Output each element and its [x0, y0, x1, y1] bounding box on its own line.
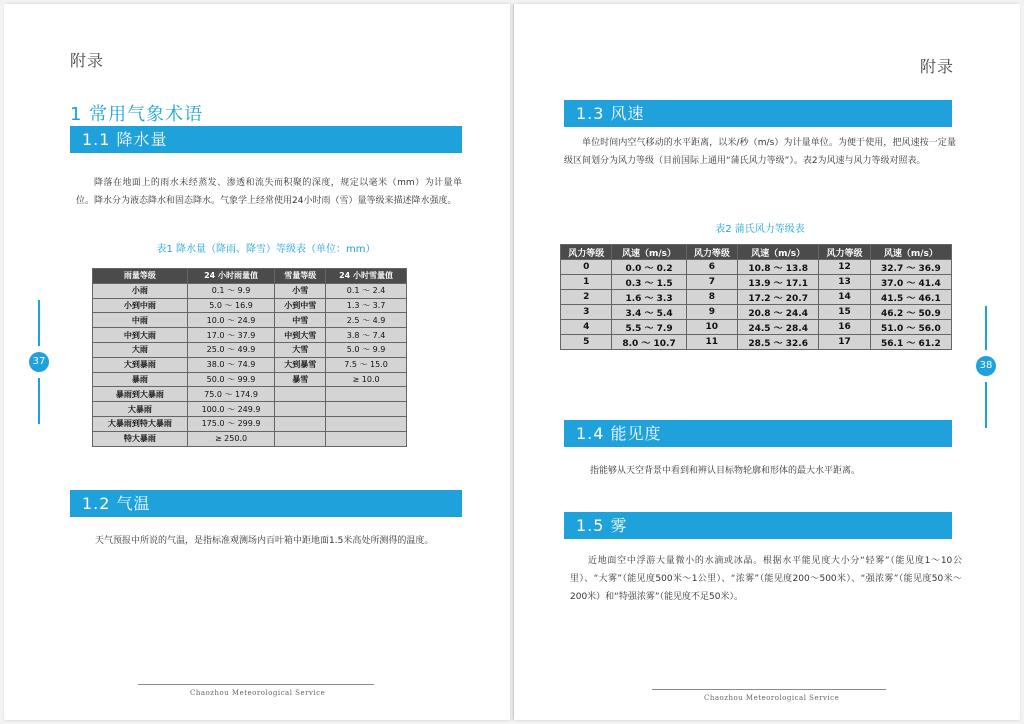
table-cell: 0.3 ～ 1.5: [612, 275, 686, 290]
table-header: 24 小时雪量值: [326, 269, 407, 284]
table-cell: 9: [686, 305, 737, 320]
table-cell: 100.0 ～ 249.9: [187, 402, 275, 417]
table-row: [561, 335, 952, 350]
table-row: [93, 357, 407, 372]
table-row: [93, 298, 407, 313]
table-cell: 20.8 ～ 24.4: [738, 305, 819, 320]
section-bar-visibility: 1.4 能见度: [564, 420, 952, 447]
table-cell: 7.5 ～ 15.0: [326, 357, 407, 372]
table-cell: 38.0 ～ 74.9: [187, 357, 275, 372]
table-cell: 大雨: [93, 342, 188, 357]
table-cell: 暴雪: [275, 372, 326, 387]
table-cell: 75.0 ～ 174.9: [187, 387, 275, 402]
table-cell: 17: [819, 335, 870, 350]
table-header: 风速（m/s）: [870, 245, 951, 260]
section-bar-temperature: 1.2 气温: [70, 490, 462, 517]
table-cell: 5.0 ～ 9.9: [326, 342, 407, 357]
table-cell: 小雨: [93, 283, 188, 298]
table-cell: 3.8 ～ 7.4: [326, 328, 407, 343]
table-cell: 中雪: [275, 313, 326, 328]
table2-caption: 表2 蒲氏风力等级表: [715, 224, 805, 235]
table-cell: 中到大雨: [93, 328, 188, 343]
visibility-paragraph: 指能够从天空背景中看到和辨认目标物轮廓和形体的最大水平距离。: [590, 466, 861, 476]
table-cell: [275, 402, 326, 417]
table-row: [93, 431, 407, 446]
table-cell: 12: [819, 260, 870, 275]
table-header: 雨量等级: [93, 269, 188, 284]
table-row: [561, 305, 952, 320]
table-cell: 50.0 ～ 99.9: [187, 372, 275, 387]
table-cell: 0.1 ～ 2.4: [326, 283, 407, 298]
table-header: 24 小时雨量值: [187, 269, 275, 284]
table-cell: 13: [819, 275, 870, 290]
table-cell: 28.5 ～ 32.6: [738, 335, 819, 350]
table-header: 风速（m/s）: [738, 245, 819, 260]
table-cell: 大到暴雨: [93, 357, 188, 372]
table-row: [93, 387, 407, 402]
table-cell: 10: [686, 320, 737, 335]
footer-rule: [652, 689, 886, 690]
footer-text: Chaozhou Meteorological Service: [190, 689, 326, 697]
table-cell: [275, 431, 326, 446]
sidebar-line-bottom: [38, 378, 40, 424]
table-cell: 24.5 ～ 28.4: [738, 320, 819, 335]
table-cell: 6: [686, 260, 737, 275]
table-cell: 中到大雪: [275, 328, 326, 343]
table-header: 风力等级: [686, 245, 737, 260]
table-cell: 大雪: [275, 342, 326, 357]
sidebar-line-top: [985, 306, 987, 350]
table-cell: 17.2 ～ 20.7: [738, 290, 819, 305]
precipitation-paragraph: 降落在地面上的雨水未经蒸发、渗透和流失而积聚的深度，规定以毫米（mm）为计量单位。降水分为液态降水和固态降水。气象学上经常使用24小时雨（雪）量等级来描述降水强度。: [76, 178, 462, 206]
table-row: [561, 320, 952, 335]
table-row: [93, 283, 407, 298]
page-38: [514, 4, 1020, 720]
table-row: [93, 372, 407, 387]
section-bar-wind-speed: 1.3 风速: [564, 100, 952, 127]
table-cell: 0.1 ～ 9.9: [187, 283, 275, 298]
table-row: [93, 402, 407, 417]
table-cell: 5.0 ～ 16.9: [187, 298, 275, 313]
beaufort-wind-table: [560, 244, 952, 350]
table-cell: 8.0 ～ 10.7: [612, 335, 686, 350]
table-cell: 3.4 ～ 5.4: [612, 305, 686, 320]
page-number-badge: 37: [29, 352, 49, 372]
table-header-row: [93, 269, 407, 284]
table-row: [93, 328, 407, 343]
page-number-badge: 38: [976, 356, 996, 376]
table-header: 风力等级: [561, 245, 612, 260]
footer-rule: [138, 684, 374, 685]
table-cell: 暴雨: [93, 372, 188, 387]
table-cell: 10.8 ～ 13.8: [738, 260, 819, 275]
table-cell: 5: [561, 335, 612, 350]
table-cell: [326, 431, 407, 446]
table-row: [93, 342, 407, 357]
wind-speed-paragraph: 单位时间内空气移动的水平距离，以米/秒（m/s）为计量单位。为便于使用，把风速按一定量级区间划分为风力等级（目前国际上通用“蒲氏风力等级”）。表2为风速与风力等级对照表。: [564, 138, 956, 166]
table-cell: 特大暴雨: [93, 431, 188, 446]
table-cell: 2: [561, 290, 612, 305]
page-header: 附录: [919, 57, 954, 76]
table-cell: 37.0 ～ 41.4: [870, 275, 951, 290]
table-cell: 10.0 ～ 24.9: [187, 313, 275, 328]
table-cell: 大暴雨: [93, 402, 188, 417]
table-cell: 小到中雨: [93, 298, 188, 313]
table-cell: 16: [819, 320, 870, 335]
table-cell: 14: [819, 290, 870, 305]
table-cell: 7: [686, 275, 737, 290]
table-cell: [275, 416, 326, 431]
section-bar-precipitation: 1.1 降水量: [70, 126, 462, 153]
precipitation-table: [92, 268, 407, 447]
table-cell: 32.7 ～ 36.9: [870, 260, 951, 275]
table-row: [561, 260, 952, 275]
table-cell: 17.0 ～ 37.9: [187, 328, 275, 343]
table-cell: 11: [686, 335, 737, 350]
table-cell: [275, 387, 326, 402]
table-cell: 51.0 ～ 56.0: [870, 320, 951, 335]
table-row: [561, 290, 952, 305]
table-cell: 中雨: [93, 313, 188, 328]
table-cell: ≥ 250.0: [187, 431, 275, 446]
table-cell: 暴雨到大暴雨: [93, 387, 188, 402]
table-cell: 大暴雨到特大暴雨: [93, 416, 188, 431]
table-cell: 小雪: [275, 283, 326, 298]
page-37: [4, 4, 510, 720]
table-cell: 25.0 ～ 49.9: [187, 342, 275, 357]
table-cell: 5.5 ～ 7.9: [612, 320, 686, 335]
table-cell: 175.0 ～ 299.9: [187, 416, 275, 431]
table-cell: 小到中雪: [275, 298, 326, 313]
sidebar-line-top: [38, 300, 40, 346]
table1-caption: 表1 降水量（降雨、降雪）等级表（单位：mm）: [156, 244, 376, 255]
table-cell: 13.9 ～ 17.1: [738, 275, 819, 290]
table-cell: ≥ 10.0: [326, 372, 407, 387]
table-cell: [326, 402, 407, 417]
table-cell: 1.6 ～ 3.3: [612, 290, 686, 305]
table-header: 风力等级: [819, 245, 870, 260]
temperature-paragraph: 天气预报中所说的气温，是指标准观测场内百叶箱中距地面1.5米高处所测得的温度。: [95, 536, 434, 546]
table-cell: 1: [561, 275, 612, 290]
table-cell: 2.5 ～ 4.9: [326, 313, 407, 328]
table-row: [93, 313, 407, 328]
chapter-title: 1 常用气象术语: [70, 104, 204, 125]
table-cell: [326, 387, 407, 402]
table-header: 风速（m/s）: [612, 245, 686, 260]
table-header: 雪量等级: [275, 269, 326, 284]
table-cell: 1.3 ～ 3.7: [326, 298, 407, 313]
table-row: [561, 275, 952, 290]
table-cell: 56.1 ～ 61.2: [870, 335, 951, 350]
table-cell: 大到暴雪: [275, 357, 326, 372]
table-cell: [326, 416, 407, 431]
page-header: 附录: [70, 51, 105, 70]
table-header-row: [561, 245, 952, 260]
table-cell: 8: [686, 290, 737, 305]
footer-text: Chaozhou Meteorological Service: [704, 694, 840, 702]
table-cell: 46.2 ～ 50.9: [870, 305, 951, 320]
table-cell: 0.0 ～ 0.2: [612, 260, 686, 275]
table-cell: 0: [561, 260, 612, 275]
fog-paragraph: 近地面空中浮游大量微小的水滴或冰晶。根据水平能见度大小分“轻雾”（能见度1～10公里）、“大雾”（能见度500米～1公里）、“浓雾”（能见度200～500米）、“强浓雾”（能见度50米～200米）和“特强浓雾”（能见度不足50米）。: [570, 556, 962, 602]
table-row: [93, 416, 407, 431]
sidebar-line-bottom: [985, 382, 987, 428]
section-bar-fog: 1.5 雾: [564, 512, 952, 539]
table-cell: 3: [561, 305, 612, 320]
table-cell: 15: [819, 305, 870, 320]
table-cell: 4: [561, 320, 612, 335]
table-cell: 41.5 ～ 46.1: [870, 290, 951, 305]
